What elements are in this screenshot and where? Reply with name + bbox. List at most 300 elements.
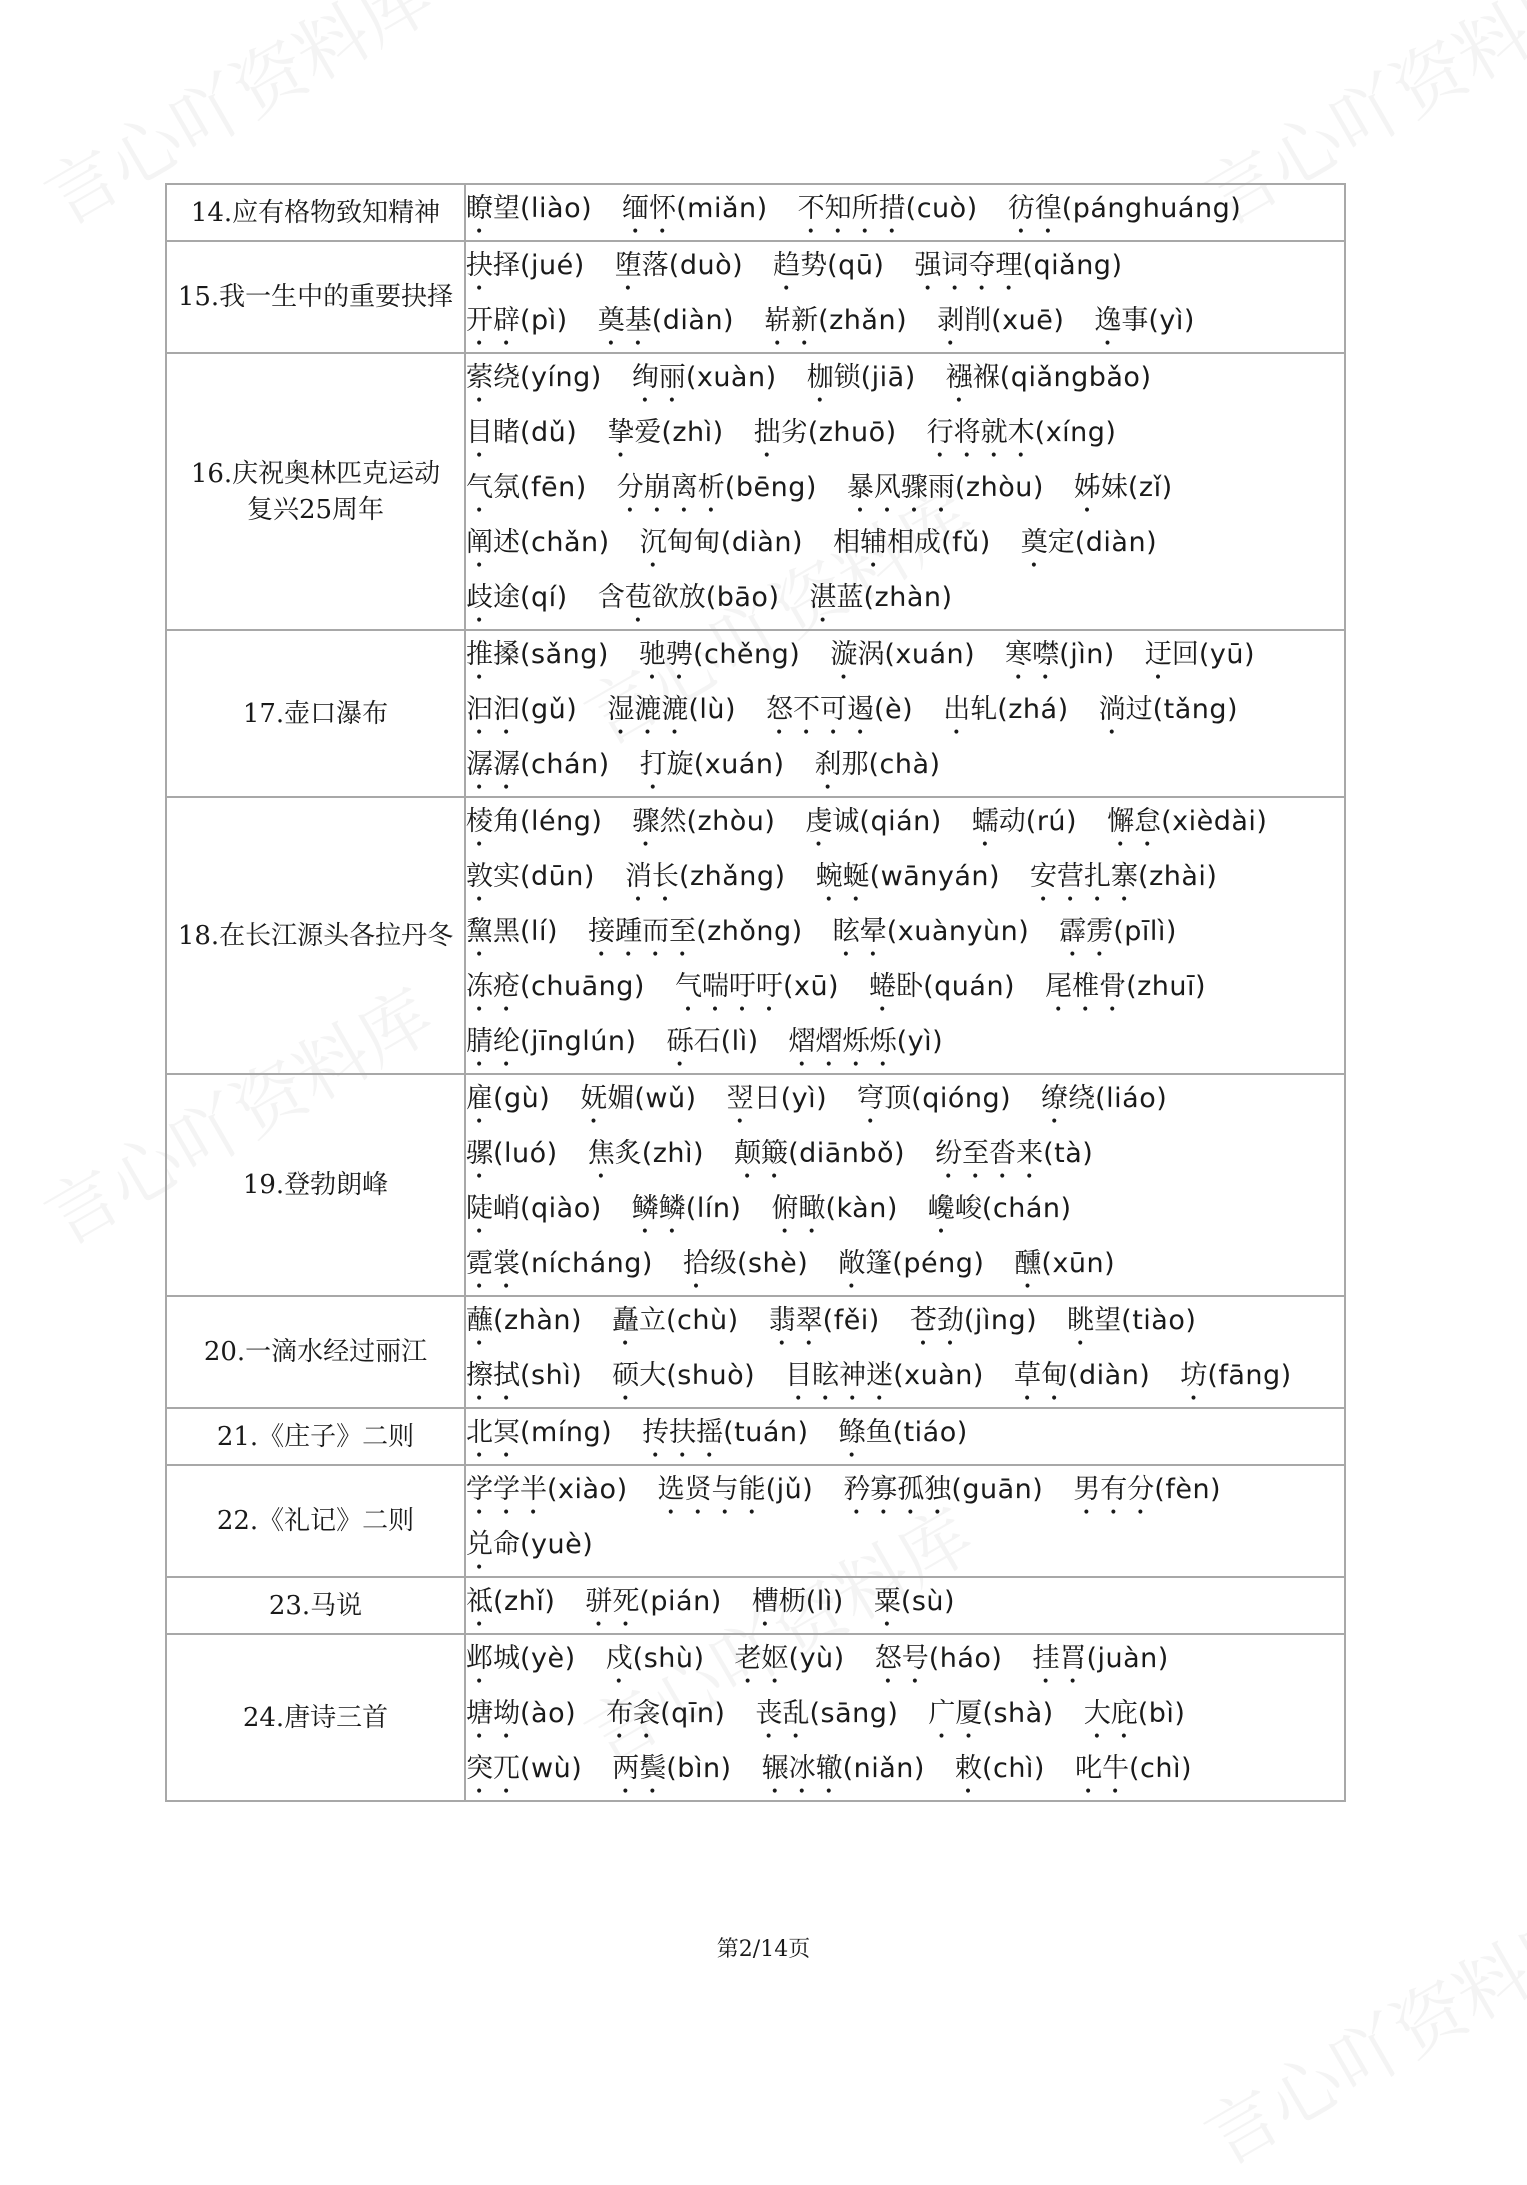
lesson-row <box>166 1577 1345 1634</box>
word-entry <box>1021 527 1157 558</box>
word-entry <box>466 1474 628 1505</box>
word-list <box>465 184 1345 241</box>
marked-character: 陡 <box>466 1193 493 1224</box>
pinyin-annotation: (kàn) <box>825 1193 898 1224</box>
marked-character: 巉 <box>927 1193 955 1224</box>
word-entry <box>727 1083 828 1114</box>
marked-character: 硕 <box>612 1360 640 1391</box>
word-text: 述 <box>493 527 520 558</box>
word-entry <box>466 193 592 224</box>
marked-character: 懈怠 <box>1107 806 1162 837</box>
marked-character: 寒噤 <box>1005 639 1060 670</box>
marked-character: 彷徨 <box>1007 193 1062 224</box>
pinyin-annotation: (yì) <box>896 1026 944 1057</box>
word-entry <box>838 1248 984 1279</box>
word-entry <box>815 749 941 780</box>
pinyin-annotation: (jǔ) <box>765 1474 814 1505</box>
pinyin-annotation: (xū) <box>782 971 840 1002</box>
marked-character: 翡翠 <box>768 1305 823 1336</box>
lesson-title <box>166 184 465 241</box>
word-entry <box>755 1698 898 1729</box>
marked-character: 粟 <box>873 1586 901 1617</box>
word-entry <box>466 1360 582 1391</box>
word-entry <box>1059 916 1177 947</box>
word-text: 望 <box>1094 1305 1122 1336</box>
marked-character: 黧 <box>466 916 493 947</box>
marked-character: 冻疮 <box>466 971 520 1002</box>
word-entry <box>810 582 953 613</box>
word-entry <box>830 639 975 670</box>
marked-character: 接踵而至 <box>588 916 697 947</box>
word-line <box>466 1018 1344 1073</box>
marked-character: 骈死 <box>585 1586 640 1617</box>
pinyin-annotation: (pīlì) <box>1113 916 1177 947</box>
word-text: 锁 <box>833 362 861 393</box>
pinyin-annotation: (dǔ) <box>520 417 578 448</box>
word-entry <box>789 1026 944 1057</box>
pinyin-annotation: (fěi) <box>822 1305 880 1336</box>
word-entry <box>466 1698 576 1729</box>
word-entry <box>588 1138 704 1169</box>
lesson-title <box>166 1074 465 1296</box>
marked-character: 雇 <box>466 1083 493 1114</box>
pinyin-annotation: (sǎng) <box>520 639 609 670</box>
pinyin-annotation: (chán) <box>981 1193 1072 1224</box>
pinyin-annotation: (zhuō) <box>807 417 897 448</box>
pinyin-annotation: (tiào) <box>1121 1305 1197 1336</box>
marked-character: 蜿蜒 <box>815 861 870 892</box>
pinyin-annotation: (péng) <box>892 1248 985 1279</box>
word-text: 途 <box>493 582 520 613</box>
marked-character: 开辟 <box>466 305 520 336</box>
word-entry <box>683 1248 808 1279</box>
word-entry <box>928 1698 1053 1729</box>
word-line <box>466 519 1344 574</box>
word-line <box>466 1409 1344 1464</box>
pinyin-annotation: (sāng) <box>809 1698 899 1729</box>
pinyin-annotation: (míng) <box>520 1417 613 1448</box>
pinyin-annotation: (zǐ) <box>1127 472 1173 503</box>
marked-character: 辗冰辙 <box>761 1753 843 1784</box>
marked-character: 汩汩 <box>466 694 520 725</box>
word-text: 实 <box>493 861 520 892</box>
marked-character: 逸 <box>1094 305 1122 336</box>
marked-character: 眩晕 <box>832 916 887 947</box>
word-entry <box>640 527 803 558</box>
marked-character: 焦 <box>587 1138 615 1169</box>
lesson-title-line: 17.壶口瀑布 <box>242 698 389 729</box>
pinyin-annotation: (fāng) <box>1207 1360 1292 1391</box>
word-entry <box>1107 806 1267 837</box>
marked-character: 丧乱 <box>755 1698 810 1729</box>
pinyin-annotation: (xiào) <box>547 1474 628 1505</box>
word-text: 然 <box>659 806 687 837</box>
pinyin-annotation: (tuán) <box>723 1417 809 1448</box>
marked-character: 纷至沓来 <box>935 1138 1044 1169</box>
word-line <box>466 242 1344 297</box>
pinyin-annotation: (quán) <box>923 971 1016 1002</box>
word-text: 甸甸 <box>666 527 721 558</box>
lesson-title-line: 14.应有格物致知精神 <box>190 197 441 228</box>
marked-character: 蜷 <box>869 971 897 1002</box>
word-line <box>466 798 1344 853</box>
word-entry <box>1008 193 1242 224</box>
marked-character: 暴风骤雨 <box>846 472 955 503</box>
word-list <box>465 1296 1345 1408</box>
pinyin-annotation: (jué) <box>520 250 585 281</box>
word-text: 鱼 <box>865 1417 893 1448</box>
marked-character: 枷 <box>806 362 834 393</box>
word-list <box>465 353 1345 630</box>
pinyin-annotation: (lì) <box>720 1026 759 1057</box>
marked-character: 布衾 <box>606 1698 661 1729</box>
pinyin-annotation: (liáo) <box>1095 1083 1168 1114</box>
lesson-title <box>166 1408 465 1465</box>
word-text: 城 <box>493 1643 520 1674</box>
lesson-title-line: 23.马说 <box>268 1590 363 1621</box>
word-text: 旋 <box>666 749 694 780</box>
marked-character: 出 <box>943 694 971 725</box>
word-text: 定 <box>1047 527 1075 558</box>
word-entry <box>869 971 1015 1002</box>
marked-character: 瞭 <box>466 193 493 224</box>
word-entry <box>807 362 916 393</box>
marked-character: 怒号 <box>874 1643 929 1674</box>
pinyin-annotation: (wānyán) <box>869 861 1001 892</box>
word-list <box>465 797 1345 1074</box>
marked-character: 目 <box>466 417 493 448</box>
pinyin-annotation: (xuán) <box>693 749 785 780</box>
lesson-row <box>166 1074 1345 1296</box>
word-entry <box>466 472 587 503</box>
word-entry <box>466 861 595 892</box>
pinyin-annotation: (rú) <box>1025 806 1078 837</box>
marked-character: 沉 <box>639 527 667 558</box>
marked-character: 消长 <box>624 861 679 892</box>
word-text: 蓝 <box>836 582 864 613</box>
marked-character: 颠簸 <box>734 1138 789 1169</box>
pinyin-annotation: (gù) <box>493 1083 551 1114</box>
lesson-row <box>166 1296 1345 1408</box>
pinyin-annotation: (chì) <box>981 1753 1045 1784</box>
word-text: 绕 <box>1068 1083 1096 1114</box>
marked-character: 兑 <box>466 1529 493 1560</box>
word-entry <box>839 1417 968 1448</box>
lesson-title-line: 21.《庄子》二则 <box>216 1421 415 1452</box>
page-number: 第2/14页 <box>716 1937 811 1962</box>
word-line <box>466 1745 1344 1800</box>
word-entry <box>612 1753 731 1784</box>
word-entry <box>847 472 1044 503</box>
pinyin-annotation: (qiào) <box>520 1193 602 1224</box>
word-entry <box>675 971 839 1002</box>
word-entry <box>833 527 991 558</box>
pinyin-annotation: (zhì) <box>641 1138 705 1169</box>
word-line <box>466 1297 1344 1352</box>
pinyin-annotation: (xūn) <box>1041 1248 1116 1279</box>
marked-character: 湛 <box>809 582 837 613</box>
marked-character: 分崩离析 <box>616 472 725 503</box>
word-entry <box>588 916 803 947</box>
marked-character: 打 <box>639 749 667 780</box>
word-entry <box>466 1026 637 1057</box>
pinyin-annotation: (jìn) <box>1059 639 1115 670</box>
pinyin-annotation: (zhǐ) <box>493 1586 556 1617</box>
word-line <box>466 1635 1344 1690</box>
word-entry <box>466 1138 558 1169</box>
pinyin-annotation: (chù) <box>666 1305 739 1336</box>
marked-character: 砾 <box>666 1026 694 1057</box>
pinyin-annotation: (zhǒng) <box>696 916 803 947</box>
pinyin-annotation: (xíng) <box>1034 417 1117 448</box>
pinyin-annotation: (dūn) <box>520 861 595 892</box>
marked-character: 襁 <box>945 362 973 393</box>
word-line <box>466 464 1344 519</box>
lesson-row <box>166 630 1345 797</box>
word-entry <box>667 1026 759 1057</box>
pinyin-annotation: (wǔ) <box>634 1083 697 1114</box>
word-entry <box>606 1698 725 1729</box>
marked-character: 抉 <box>466 250 493 281</box>
word-text: 爱 <box>634 417 662 448</box>
lesson-row <box>166 353 1345 630</box>
word-entry <box>466 1248 653 1279</box>
marked-character: 辅 <box>860 527 888 558</box>
word-list <box>465 241 1345 353</box>
pinyin-annotation: (pì) <box>520 305 568 336</box>
pinyin-annotation: (miǎn) <box>676 193 768 224</box>
lesson-row <box>166 241 1345 353</box>
pinyin-annotation: (cuò) <box>905 193 978 224</box>
word-line <box>466 1466 1344 1521</box>
pinyin-annotation: (qiǎngbǎo) <box>999 362 1152 393</box>
marked-character: 挚 <box>607 417 635 448</box>
marked-character: 鳞鳞 <box>631 1193 686 1224</box>
marked-character: 大庇 <box>1083 1698 1138 1729</box>
word-text: 峻 <box>954 1193 982 1224</box>
word-entry <box>466 305 568 336</box>
marked-character: 崭新 <box>764 305 819 336</box>
marked-character: 淌 <box>1098 694 1126 725</box>
lesson-row <box>166 1634 1345 1801</box>
word-entry <box>466 1305 582 1336</box>
pinyin-annotation: (diàn) <box>720 527 804 558</box>
word-text: 含 <box>597 582 625 613</box>
pinyin-annotation: (zhài) <box>1138 861 1218 892</box>
pinyin-annotation: (xuànyùn) <box>886 916 1030 947</box>
word-text: 日 <box>753 1083 781 1114</box>
word-list <box>465 630 1345 797</box>
marked-character: 广厦 <box>928 1698 983 1729</box>
pinyin-annotation: (gǔ) <box>520 694 578 725</box>
word-line <box>466 297 1344 352</box>
pinyin-annotation: (tiáo) <box>892 1417 968 1448</box>
word-entry <box>734 1138 905 1169</box>
word-list <box>465 1408 1345 1465</box>
word-text: 相 <box>833 527 861 558</box>
pinyin-annotation: (xuán) <box>884 639 976 670</box>
pinyin-annotation: (qián) <box>859 806 942 837</box>
word-entry <box>935 1138 1093 1169</box>
marked-character: 潺潺 <box>466 749 520 780</box>
word-list <box>465 1577 1345 1634</box>
word-entry <box>1032 1643 1168 1674</box>
marked-character: 萦 <box>466 362 493 393</box>
word-line <box>466 686 1344 741</box>
marked-character: 缅怀 <box>622 193 677 224</box>
pinyin-annotation: (yíng) <box>520 362 602 393</box>
lesson-title <box>166 630 465 797</box>
word-entry <box>833 916 1030 947</box>
pinyin-annotation: (fēn) <box>520 472 587 503</box>
word-entry <box>639 639 800 670</box>
pinyin-annotation: (jiā) <box>860 362 916 393</box>
marked-character: 敞 <box>838 1248 866 1279</box>
pinyin-annotation: (zhá) <box>997 694 1069 725</box>
pinyin-annotation: (háo) <box>928 1643 1003 1674</box>
word-text: 卧 <box>896 971 924 1002</box>
pinyin-annotation: (ào) <box>520 1698 577 1729</box>
pinyin-annotation: (qīn) <box>660 1698 726 1729</box>
marked-character: 草甸 <box>1013 1360 1068 1391</box>
marked-character: 抟扶摇 <box>642 1417 724 1448</box>
pinyin-annotation: (nícháng) <box>520 1248 653 1279</box>
marked-character: 拙 <box>753 417 781 448</box>
marked-character: 棱 <box>466 806 493 837</box>
marked-character: 敕 <box>954 1753 982 1784</box>
word-line <box>466 1690 1344 1745</box>
marked-character: 歧 <box>466 582 493 613</box>
word-entry <box>466 971 645 1002</box>
pinyin-annotation: (yì) <box>1148 305 1195 336</box>
word-text: 枥 <box>778 1586 806 1617</box>
marked-character: 苞 <box>624 582 652 613</box>
word-entry <box>928 1193 1072 1224</box>
marked-character: 邺 <box>466 1643 493 1674</box>
word-entry <box>910 1305 1037 1336</box>
marked-character: 祗 <box>466 1586 493 1617</box>
word-entry <box>1094 305 1195 336</box>
lesson-title <box>166 797 465 1074</box>
word-entry <box>617 472 817 503</box>
word-entry <box>762 1753 925 1784</box>
word-entry <box>943 694 1068 725</box>
word-entry <box>1073 1474 1221 1505</box>
pinyin-annotation: (qí) <box>520 582 568 613</box>
pinyin-annotation: (wù) <box>520 1753 583 1784</box>
word-line <box>466 354 1344 409</box>
marked-character: 霓裳 <box>466 1248 520 1279</box>
marked-character: 尾椎骨 <box>1045 971 1127 1002</box>
word-line <box>466 1185 1344 1240</box>
pinyin-annotation: (zhòu) <box>954 472 1044 503</box>
word-entry <box>640 749 785 780</box>
pinyin-annotation: (shuò) <box>666 1360 756 1391</box>
word-entry <box>1180 1360 1291 1391</box>
marked-character: 槽 <box>751 1586 779 1617</box>
lesson-title-line: 16.庆祝奥林匹克运动 <box>190 458 441 489</box>
word-entry <box>875 1643 1003 1674</box>
word-entry <box>946 362 1152 393</box>
word-entry <box>769 1305 880 1336</box>
pinyin-annotation: (pián) <box>639 1586 722 1617</box>
pinyin-annotation: (sù) <box>900 1586 956 1617</box>
word-text: 过 <box>1125 694 1153 725</box>
pinyin-annotation: (zhǎn) <box>818 305 908 336</box>
pinyin-annotation: (zhàn) <box>863 582 953 613</box>
pinyin-annotation: (luó) <box>493 1138 558 1169</box>
word-entry <box>785 1360 984 1391</box>
word-list <box>465 1074 1345 1296</box>
pinyin-annotation: (zhuī) <box>1126 971 1207 1002</box>
pinyin-annotation: (léng) <box>520 806 603 837</box>
pinyin-annotation: (tà) <box>1043 1138 1094 1169</box>
word-entry <box>955 1753 1045 1784</box>
word-entry <box>927 417 1117 448</box>
pinyin-annotation: (guān) <box>951 1474 1044 1505</box>
word-entry <box>598 582 780 613</box>
pinyin-annotation: (diàn) <box>1074 527 1158 558</box>
pinyin-annotation: (yè) <box>520 1643 576 1674</box>
word-entry <box>625 861 786 892</box>
vocabulary-table-body <box>166 184 1345 1801</box>
pinyin-annotation: (lù) <box>688 694 737 725</box>
pinyin-annotation: (chěng) <box>692 639 801 670</box>
pinyin-annotation: (diàn) <box>1067 1360 1151 1391</box>
pinyin-annotation: (lì) <box>805 1586 844 1617</box>
marked-character: 迂 <box>1144 639 1172 670</box>
pinyin-annotation: (yì) <box>780 1083 828 1114</box>
marked-character: 塘坳 <box>466 1698 520 1729</box>
word-entry <box>1030 861 1217 892</box>
word-entry <box>1067 1305 1196 1336</box>
word-entry <box>615 250 743 281</box>
lesson-title <box>166 1296 465 1408</box>
pinyin-annotation: (è) <box>874 694 914 725</box>
word-entry <box>585 1586 721 1617</box>
word-text: 角 <box>493 806 520 837</box>
marked-character: 矗 <box>612 1305 640 1336</box>
marked-character: 腈纶 <box>466 1026 520 1057</box>
pinyin-annotation: (yù) <box>788 1643 845 1674</box>
word-text: 轧 <box>970 694 998 725</box>
word-text: 欲放 <box>651 582 706 613</box>
word-text: 大 <box>639 1360 667 1391</box>
word-entry <box>1014 1360 1150 1391</box>
marked-character: 拾 <box>682 1248 710 1279</box>
pinyin-annotation: (bēng) <box>724 472 817 503</box>
pinyin-annotation: (jīnglún) <box>520 1026 637 1057</box>
word-text: 峭 <box>493 1193 520 1224</box>
marked-character: 霹雳 <box>1059 916 1114 947</box>
word-text: 顶 <box>884 1083 912 1114</box>
lesson-row <box>166 797 1345 1074</box>
marked-character: 北冥 <box>466 1417 520 1448</box>
word-entry <box>805 806 941 837</box>
pinyin-annotation: (lín) <box>685 1193 742 1224</box>
word-entry <box>466 1643 576 1674</box>
marked-character: 坊 <box>1180 1360 1208 1391</box>
word-entry <box>658 1474 814 1505</box>
word-text: 石 <box>693 1026 721 1057</box>
lesson-row <box>166 1465 1345 1577</box>
word-entry <box>607 694 736 725</box>
marked-character: 驰骋 <box>638 639 693 670</box>
pinyin-annotation: (chuāng) <box>520 971 645 1002</box>
marked-character: 老妪 <box>734 1643 789 1674</box>
lesson-title-line: 19.登勃朗峰 <box>242 1170 389 1200</box>
word-entry <box>766 694 913 725</box>
